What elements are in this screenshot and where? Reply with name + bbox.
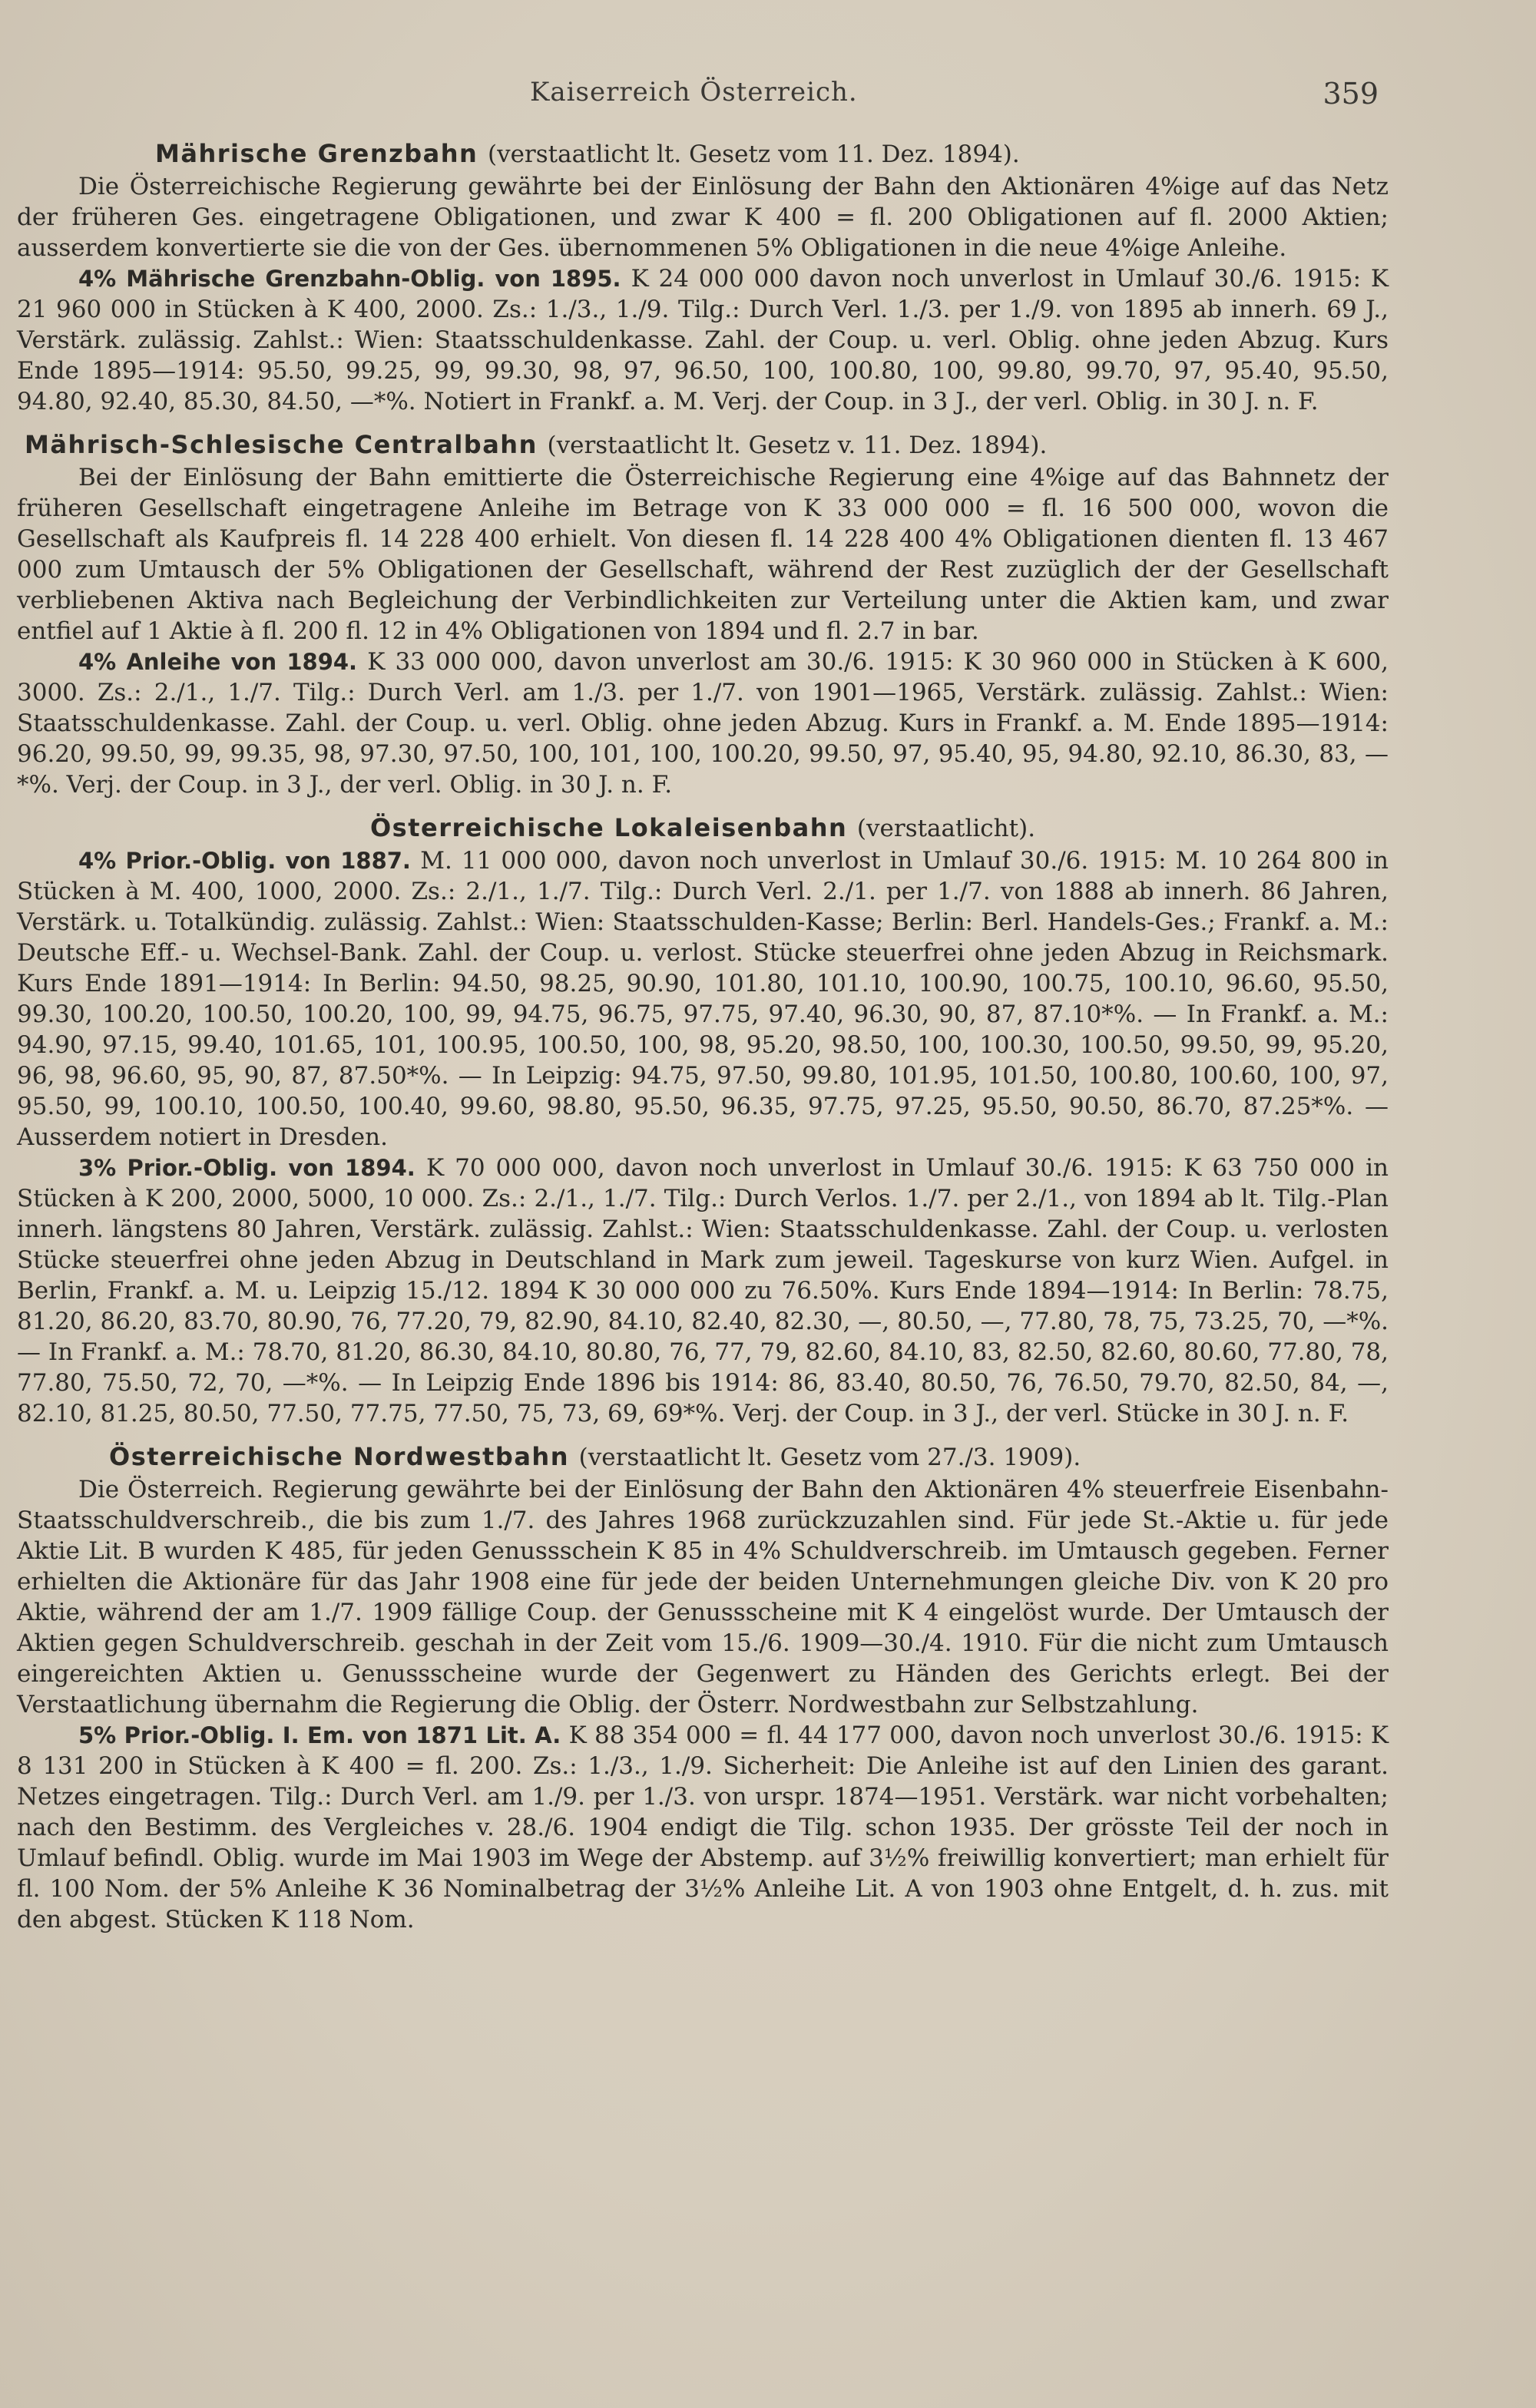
page-header xyxy=(0,77,1536,115)
section-title: Österreichische Nordwestbahn xyxy=(109,1442,579,1471)
section-heading xyxy=(17,429,1389,461)
section-heading xyxy=(17,1441,1389,1473)
paragraph-text: K 24 000 000 davon noch unverlost in Umlauf 30./6. 1915: K 21 960 000 in Stücken à K 400, 2000. Zs.: 1./3., 1./9. Tilg.: Durch Verl. 1./3. per 1./9. von 1895 ab innerh. 69 J., Verstärk. zulässig. Zahlst.: Wien: Staatsschuldenkasse. Zahl. der Coup. u. verl. Oblig. ohne jeden Abzug. Kurs Ende 1895—1914: 95.50, 99.25, 99, 99.30, 98, 97, 96.50, 100, 100.80, 100, 99.80, 99.70, 97, 95.40, 95.50, 94.80, 92.40, 85.30, 84.50, —*%. Notiert in Frankf. a. M. Verj. der Coup. in 3 J., der verl. Oblig. in 30 J. n. F. xyxy=(17,265,1389,415)
paragraph-text: Bei der Einlösung der Bahn emittierte die Österreichische Regierung eine 4%ige auf das Bahnnetz der früheren Gesellschaft eingetragene Anleihe im Betrage von K 33 000 000 = fl. 16 500 000, wovon die Gesellschaft als Kaufpreis fl. 14 228 400 erhielt. Von diesen fl. 14 228 400 4% Obligationen dienten fl. 13 467 000 zum Umtausch der 5% Obligationen der Gesellschaft, während der Rest zuzüglich der der Gesellschaft verbliebenen Aktiva nach Begleichung der Verbindlichkeiten zur Verteilung unter die Aktien kam, und zwar entfiel auf 1 Aktie à fl. 200 fl. 12 in 4% Obligationen von 1894 und fl. 2.7 in bar. xyxy=(17,464,1389,645)
section-title: Österreichische Lokaleisenbahn xyxy=(369,813,857,842)
paragraph xyxy=(17,1720,1389,1935)
page-number: 359 xyxy=(1322,77,1379,111)
section-title: Mährisch-Schlesische Centralbahn xyxy=(25,430,548,459)
section-note: (verstaatlicht lt. Gesetz v. 11. Dez. 1894). xyxy=(547,432,1048,459)
paragraph xyxy=(17,845,1389,1153)
section-note: (verstaatlicht lt. Gesetz vom 11. Dez. 1894). xyxy=(487,141,1020,168)
paragraph xyxy=(17,462,1389,647)
paragraph-lead: 3% Prior.-Oblig. von 1894. xyxy=(78,1155,426,1181)
section-heading xyxy=(17,138,1389,170)
paragraph xyxy=(17,263,1389,417)
section-title: Mährische Grenzbahn xyxy=(155,139,488,168)
page-body xyxy=(17,138,1389,1947)
paragraph-lead: 4% Prior.-Oblig. von 1887. xyxy=(78,848,421,874)
paragraph-text: K 88 354 000 = fl. 44 177 000, davon noch unverlost 30./6. 1915: K 8 131 200 in Stücken à K 400 = fl. 200. Zs.: 1./3., 1./9. Sicherheit: Die Anleihe ist auf den Linien des garant. Netzes eingetragen. Tilg.: Durch Verl. am 1./9. per 1./3. von urspr. 1874—1951. Verstärk. war nicht vorbehalten; nach den Bestimm. des Vergleiches v. 28./6. 1904 endigt die Tilg. schon 1935. Der grösste Teil der noch in Umlauf befindl. Oblig. wurde im Mai 1903 im Wege der Abstemp. auf 3½% freiwillig konvertiert; man erhielt für fl. 100 Nom. der 5% Anleihe K 36 Nominalbetrag der 3½% Anleihe Lit. A von 1903 ohne Entgelt, d. h. zus. mit den abgest. Stücken K 118 Nom. xyxy=(17,1722,1389,1933)
running-head: Kaiserreich Österreich. xyxy=(530,77,858,108)
paragraph-text: Die Österreich. Regierung gewährte bei der Einlösung der Bahn den Aktionären 4% steuerfreie Eisenbahn-Staatsschuldverschreib., die bis zum 1./7. des Jahres 1968 zurückzuzahlen sind. Für jede St.-Aktie u. für jede Aktie Lit. B wurden K 485, für jeden Genussschein K 85 in 4% Schuldverschreib. im Umtausch gegeben. Ferner erhielten die Aktionäre für das Jahr 1908 eine für jede der beiden Unternehmungen gleiche Div. von K 20 pro Aktie, während der am 1./7. 1909 fällige Coup. der Genussscheine mit K 4 eingelöst wurde. Der Umtausch der Aktien gegen Schuldverschreib. geschah in der Zeit vom 15./6. 1909—30./4. 1910. Für die nicht zum Umtausch eingereichten Aktien u. Genussscheine wurde der Gegenwert zu Händen des Gerichts erlegt. Bei der Verstaatlichung übernahm die Regierung die Oblig. der Österr. Nordwestbahn zur Selbstzahlung. xyxy=(17,1476,1389,1718)
section-maehrisch-schlesische-centralbahn xyxy=(17,429,1389,800)
paragraph-text: M. 11 000 000, davon noch unverlost in Umlauf 30./6. 1915: M. 10 264 800 in Stücken à M. 400, 1000, 2000. Zs.: 2./1., 1./7. Tilg.: Durch Verl. 2./1. per 1./7. von 1888 ab innerh. 86 Jahren, Verstärk. u. Totalkündig. zulässig. Zahlst.: Wien: Staatsschulden-Kasse; Berlin: Berl. Handels-Ges.; Frankf. a. M.: Deutsche Eff.- u. Wechsel-Bank. Zahl. der Coup. u. verlost. Stücke steuerfrei ohne jeden Abzug in Reichsmark. Kurs Ende 1891—1914: In Berlin: 94.50, 98.25, 90.90, 101.80, 101.10, 100.90, 100.75, 100.10, 96.60, 95.50, 99.30, 100.20, 100.50, 100.20, 100, 99, 94.75, 96.75, 97.75, 97.40, 96.30, 90, 87, 87.10*%. — In Frankf. a. M.: 94.90, 97.15, 99.40, 101.65, 101, 100.95, 100.50, 100, 98, 95.20, 98.50, 100, 100.30, 100.50, 99.50, 99, 95.20, 96, 98, 96.60, 95, 90, 87, 87.50*%. — In Leipzig: 94.75, 97.50, 99.80, 101.95, 101.50, 100.80, 100.60, 100, 97, 95.50, 99, 100.10, 100.50, 100.40, 99.60, 98.80, 95.50, 96.35, 97.75, 97.25, 95.50, 90.50, 86.70, 87.25*%. — Ausserdem notiert in Dresden. xyxy=(17,847,1389,1151)
paragraph-text: K 70 000 000, davon noch unverlost in Umlauf 30./6. 1915: K 63 750 000 in Stücken à K 200, 2000, 5000, 10 000. Zs.: 2./1., 1./7. Tilg.: Durch Verlos. 1./7. per 2./1., von 1894 ab lt. Tilg.-Plan innerh. längstens 80 Jahren, Verstärk. zulässig. Zahlst.: Wien: Staatsschuldenkasse. Zahl. der Coup. u. verlosten Stücke steuerfrei ohne jeden Abzug in Deutschland in Mark zum jeweil. Tageskurse von kurz Wien. Aufgel. in Berlin, Frankf. a. M. u. Leipzig 15./12. 1894 K 30 000 000 zu 76.50%. Kurs Ende 1894—1914: In Berlin: 78.75, 81.20, 86.20, 83.70, 80.90, 76, 77.20, 79, 82.90, 84.10, 82.40, 82.30, —, 80.50, —, 77.80, 78, 75, 73.25, 70, —*%. — In Frankf. a. M.: 78.70, 81.20, 86.30, 84.10, 80.80, 76, 77, 79, 82.60, 84.10, 83, 82.50, 82.60, 80.60, 77.80, 78, 77.80, 75.50, 72, 70, —*%. — In Leipzig Ende 1896 bis 1914: 86, 83.40, 80.50, 76, 76.50, 79.70, 82.50, 84, —, 82.10, 81.25, 80.50, 77.50, 77.75, 77.50, 75, 73, 69, 69*%. Verj. der Coup. in 3 J., der verl. Stücke in 30 J. n. F. xyxy=(17,1154,1389,1427)
paragraph xyxy=(17,1153,1389,1429)
paragraph-text: K 33 000 000, davon unverlost am 30./6. 1915: K 30 960 000 in Stücken à K 600, 3000. Zs.: 2./1., 1./7. Tilg.: Durch Verl. am 1./3. per 1./7. von 1901—1965, Verstärk. zulässig. Zahlst.: Wien: Staatsschuldenkasse. Zahl. der Coup. u. verl. Oblig. ohne jeden Abzug. Kurs in Frankf. a. M. Ende 1895—1914: 96.20, 99.50, 99, 99.35, 98, 97.30, 97.50, 100, 101, 100, 100.20, 99.50, 97, 95.40, 95, 94.80, 92.10, 86.30, 83, —*%. Verj. der Coup. in 3 J., der verl. Oblig. in 30 J. n. F. xyxy=(17,648,1389,799)
paragraph-lead: 4% Anleihe von 1894. xyxy=(78,649,368,675)
paragraph xyxy=(17,171,1389,263)
section-oesterreichische-lokaleisenbahn xyxy=(17,812,1389,1429)
section-note: (verstaatlicht). xyxy=(856,815,1036,842)
paragraph-text: Die Österreichische Regierung gewährte bei der Einlösung der Bahn den Aktionären 4%ige auf das Netz der früheren Ges. eingetragene Obligationen, und zwar K 400 = fl. 200 Obligationen auf fl. 2000 Aktien; ausserdem konvertierte sie die von der Ges. übernommenen 5% Obligationen in die neue 4%ige Anleihe. xyxy=(17,173,1389,262)
section-oesterreichische-nordwestbahn xyxy=(17,1441,1389,1935)
paragraph xyxy=(17,1474,1389,1720)
paragraph xyxy=(17,647,1389,800)
section-note: (verstaatlicht lt. Gesetz vom 27./3. 1909). xyxy=(578,1444,1081,1471)
paragraph-lead: 5% Prior.-Oblig. I. Em. von 1871 Lit. A. xyxy=(78,1722,569,1748)
section-maehrische-grenzbahn xyxy=(17,138,1389,417)
section-heading xyxy=(17,812,1389,844)
paragraph-lead: 4% Mährische Grenzbahn-Oblig. von 1895. xyxy=(78,266,631,292)
